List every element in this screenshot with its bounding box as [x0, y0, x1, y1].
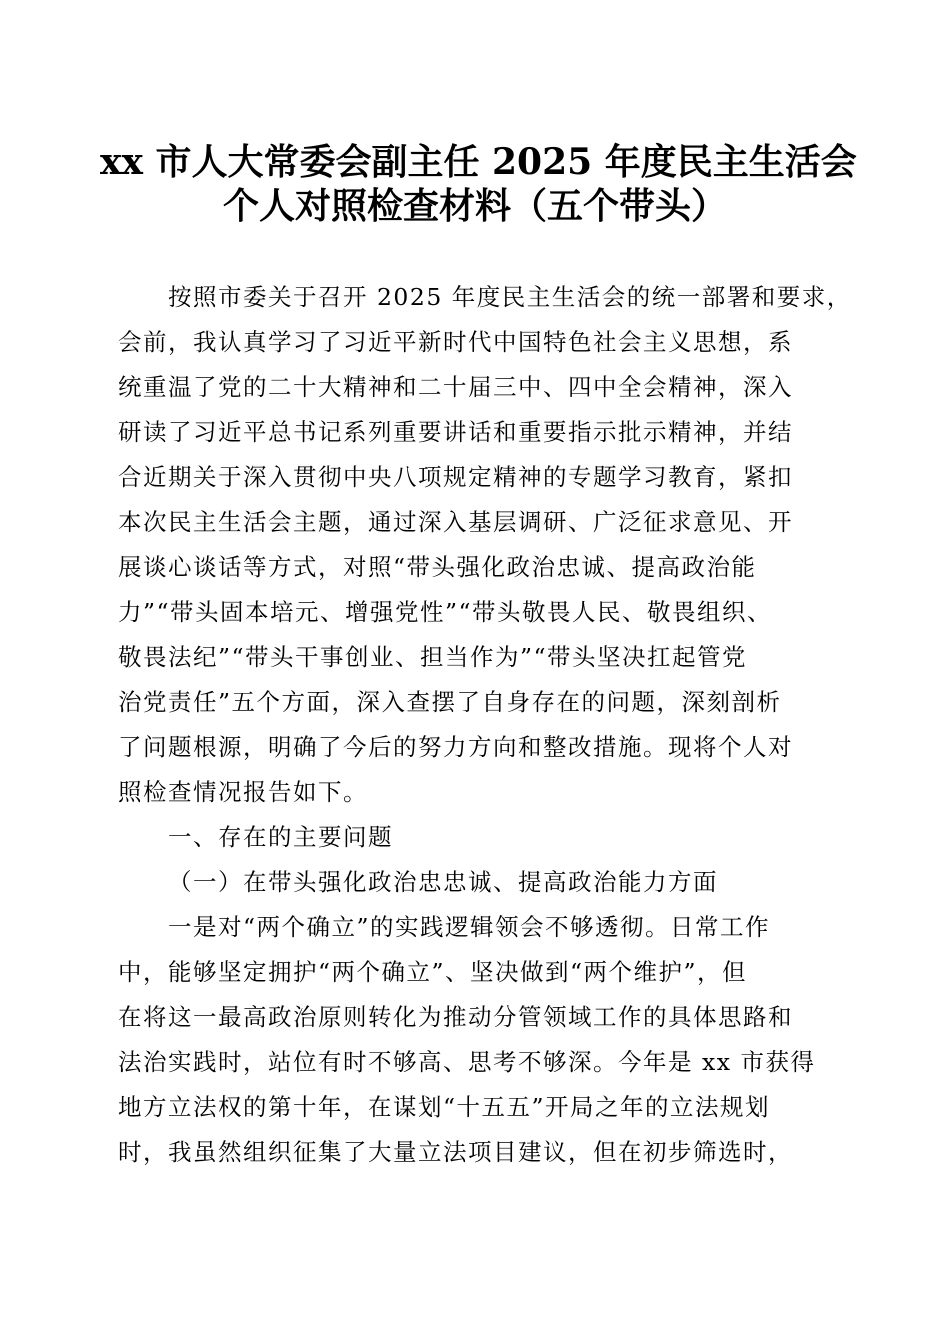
document-title-line-1: xx 市人大常委会副主任 2025 年度民主生活会: [100, 141, 857, 183]
paragraph-line: 照检查情况报告如下。: [118, 778, 368, 806]
paragraph-line: 治党责任”五个方面，深入查摆了自身存在的问题，深刻剖析: [118, 688, 782, 716]
paragraph-line: 按照市委关于召开 2025 年度民主生活会的统一部署和要求，: [168, 283, 852, 311]
paragraph-line: 敬畏法纪”“带头干事创业、担当作为”“带头坚决扛起管党: [118, 643, 748, 671]
paragraph-line: 地方立法权的第十年，在谋划“十五五”开局之年的立法规划: [118, 1093, 771, 1121]
section-heading: 一、存在的主要问题: [168, 823, 393, 851]
paragraph-line: 时，我虽然组织征集了大量立法项目建议，但在初步筛选时，: [118, 1138, 793, 1166]
paragraph-line: 法治实践时，站位有时不够高、思考不够深。今年是 xx 市获得: [118, 1048, 816, 1076]
paragraph-line: 在将这一最高政治原则转化为推动分管领域工作的具体思路和: [118, 1003, 793, 1031]
paragraph-line: 统重温了党的二十大精神和二十届三中、四中全会精神，深入: [118, 373, 793, 401]
paragraph-line: 了问题根源，明确了今后的努力方向和整改措施。现将个人对: [118, 733, 793, 761]
paragraph-line: 研读了习近平总书记系列重要讲话和重要指示批示精神，并结: [118, 418, 793, 446]
paragraph-line: 会前，我认真学习了习近平新时代中国特色社会主义思想，系: [118, 328, 793, 356]
subsection-heading: （一）在带头强化政治忠忠诚、提高政治能力方面: [168, 868, 718, 896]
paragraph-line: 中，能够坚定拥护“两个确立”、坚决做到“两个维护”，但: [118, 958, 748, 986]
paragraph-line: 一是对“两个确立”的实践逻辑领会不够透彻。日常工作: [168, 913, 771, 941]
paragraph-line: 力”“带头固本培元、增强党性”“带头敬畏人民、敬畏组织、: [118, 598, 773, 626]
document-title-line-2: 个人对照检查材料（五个带头）: [222, 185, 727, 227]
paragraph-line: 展谈心谈话等方式，对照“带头强化政治忠诚、提高政治能: [118, 553, 757, 581]
paragraph-line: 合近期关于深入贯彻中央八项规定精神的专题学习教育，紧扣: [118, 463, 793, 491]
paragraph-line: 本次民主生活会主题，通过深入基层调研、广泛征求意见、开: [118, 508, 793, 536]
